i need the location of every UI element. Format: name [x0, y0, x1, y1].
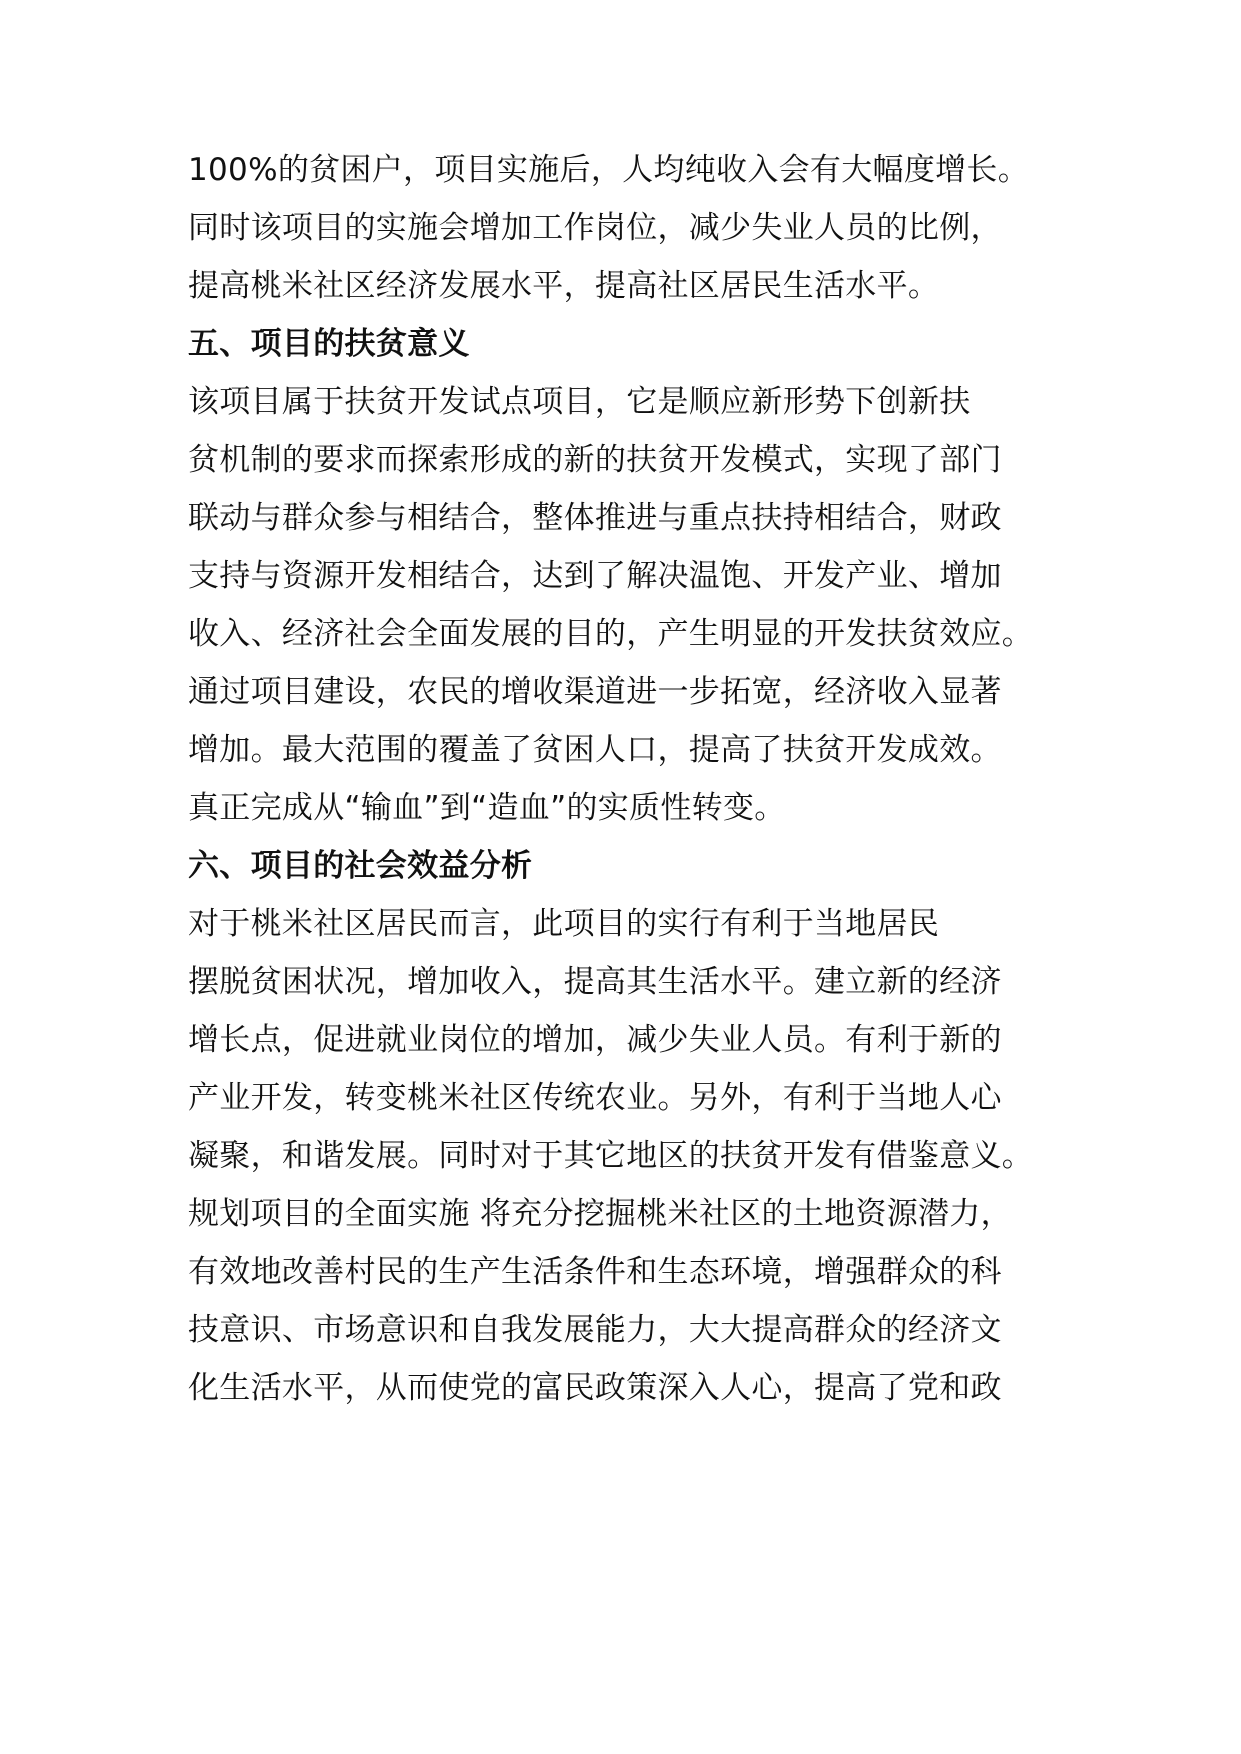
paragraph-line: 收入、经济社会全面发展的目的，产生明显的开发扶贫效应。: [188, 616, 1034, 652]
paragraph-line: 联动与群众参与相结合，整体推进与重点扶持相结合，财政: [188, 500, 1002, 536]
paragraph-line: 真正完成从“输血”到“造血”的实质性转变。: [188, 790, 786, 826]
paragraph-line: 化生活水平，从而使党的富民政策深入人心，提高了党和政: [188, 1370, 1002, 1406]
paragraph-line: 技意识、市场意识和自我发展能力，大大提高群众的经济文: [188, 1312, 1002, 1348]
paragraph-line: 摆脱贫困状况，增加收入，提高其生活水平。建立新的经济: [188, 964, 1002, 1000]
paragraph-line: 该项目属于扶贫开发试点项目，它是顺应新形势下创新扶: [188, 384, 971, 420]
paragraph-line: 增长点，促进就业岗位的增加，减少失业人员。有利于新的: [188, 1022, 1002, 1058]
paragraph-line: 增加。最大范围的覆盖了贫困人口，提高了扶贫开发成效。: [188, 732, 1002, 768]
paragraph-line: 产业开发，转变桃米社区传统农业。另外，有利于当地人心: [188, 1080, 1002, 1116]
section-heading-6: 六、项目的社会效益分析: [188, 848, 533, 884]
paragraph-line: 贫机制的要求而探索形成的新的扶贫开发模式，实现了部门: [188, 442, 1002, 478]
paragraph-line: 规划项目的全面实施 将充分挖掘桃米社区的土地资源潜力，: [188, 1196, 1012, 1232]
paragraph-line: 通过项目建设，农民的增收渠道进一步拓宽，经济收入显著: [188, 674, 1002, 710]
paragraph-line: 100%的贫困户，项目实施后，人均纯收入会有大幅度增长。: [188, 152, 1030, 188]
paragraph-line: 同时该项目的实施会增加工作岗位，减少失业人员的比例，: [188, 210, 1002, 246]
section-heading-5: 五、项目的扶贫意义: [188, 326, 470, 362]
paragraph-line: 对于桃米社区居民而言，此项目的实行有利于当地居民: [188, 906, 940, 942]
paragraph-line: 有效地改善村民的生产生活条件和生态环境，增强群众的科: [188, 1254, 1002, 1290]
paragraph-line: 支持与资源开发相结合，达到了解决温饱、开发产业、增加: [188, 558, 1002, 594]
paragraph-line: 提高桃米社区经济发展水平，提高社区居民生活水平。: [188, 268, 940, 304]
paragraph-line: 凝聚，和谐发展。同时对于其它地区的扶贫开发有借鉴意义。: [188, 1138, 1034, 1174]
